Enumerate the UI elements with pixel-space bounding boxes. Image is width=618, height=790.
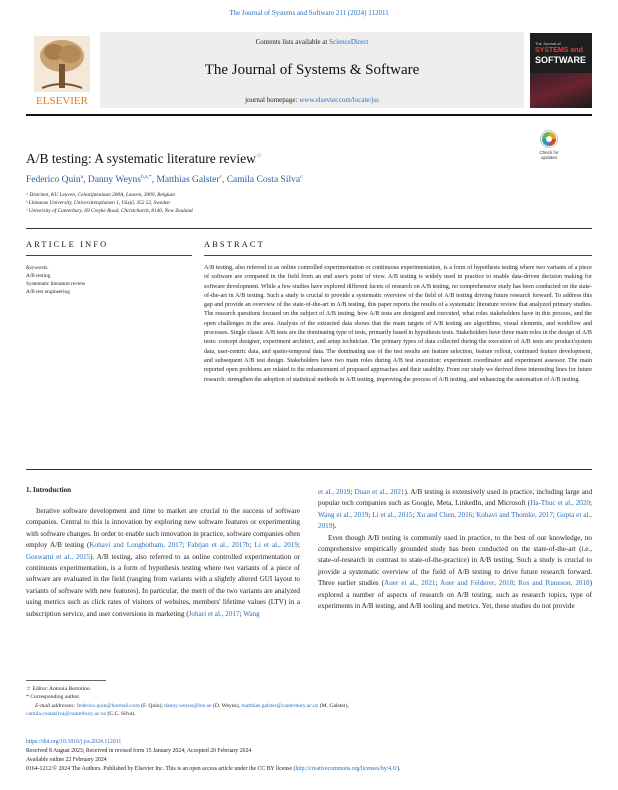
author-affiliation-mark: b,a,* [140, 174, 152, 180]
email-link[interactable]: federico.quin@hotmail.com [76, 703, 140, 709]
doi-link[interactable]: https://doi.org/10.1016/j.jss.2024.112011 [26, 739, 122, 745]
citation-link[interactable]: Wang [243, 609, 260, 618]
author-separator: , [151, 175, 157, 186]
email-owner: (M. Galster), [318, 703, 349, 709]
citation-link[interactable]: Li et al., 2015 [372, 510, 413, 519]
check-updates-icon [540, 130, 558, 148]
homepage-prefix: journal homepage: [245, 96, 300, 104]
keywords-block [26, 264, 85, 296]
email-link[interactable]: camila.costasilva@canterbury.ac.nz [26, 710, 107, 717]
citation-link[interactable]: Gupta et al., 2019 [318, 510, 592, 531]
body-text: Iterative software development and time to market are crucial to the success of software companies. Central to this is innovation by exploring new software features or experimenting with software changes. In order to enable such innovation in practice, software companies often employ A/B testing ( [26, 507, 300, 550]
header-rule [26, 114, 592, 116]
citation-link[interactable]: et al., 2019 [318, 488, 351, 496]
citation-link[interactable]: Kohavi and Thomke, 2017 [476, 510, 553, 519]
sciencedirect-link[interactable]: ScienceDirect [329, 38, 369, 46]
abstract-text: A/B testing, also referred to as online controlled experimentation or continuous experimentation, is a form of hypothesis testing where two variants of a piece of software are compared in the field from an end user's point of view. A/B testing is widely used in practice to enable data-driven decision making for software development. While a few studies have explored different facets of research on A/B testing, no comprehensive study has been conducted on the state-of-the-art in A/B testing. Such a study is crucial to provide a systematic overview of the field of A/B testing driving future research forward. To address this gap and provide an overview of the state-of-the-art in A/B testing, this paper reports the results of a systematic literature review that analyzed primary studies. The research questions focused on the subject of A/B testing, how A/B tests are designed and executed, what roles stakeholders have in this process, and the open challenges in the area. Analysis of the extracted data shows that the main targets of A/B testing are algorithms, visual elements, and workflow and processes. Single classic A/B tests are the dominating type of tests, primarily based in hypothesis tests. Stakeholders have three main roles in the design of A/B tests: concept designer, experiment architect, and setup technician. The primary types of data collected during the execution of A/B tests are product/system data, user-centric data, and spatio-temporal data. The dominating use of the test results are feature selection, feature rollout, continued feature development, and subsequent A/B test design. Stakeholders have two main roles during A/B test execution: experiment coordinator and experiment assessor. The main reported open problems are related to the enhancement of proposed approaches and their usability. From our study we derived three interesting lines for future research: strengthen the adoption of statistical methods in A/B testing, improving the process of A/B testing, and enhancing the automation of A/B testing. [204, 265, 592, 383]
body-text: ; [590, 499, 592, 508]
journal-citation: The Journal of Systems and Software 211 (2024) 112011 [229, 9, 389, 17]
cover-artwork [530, 73, 592, 108]
author-affiliation-mark: c [300, 174, 303, 180]
affiliation-a: ᵃ Distrinet, KU Leuven, Celestijnenlaan 200A, Leuven, 3000, Belgium [26, 192, 175, 198]
email-owner: (D. Weyns), [211, 703, 242, 709]
citation-link[interactable]: Wang et al., 2019 [318, 510, 369, 519]
footnote-rule [26, 680, 106, 681]
author-name[interactable]: Camila Costa Silva [226, 175, 301, 186]
homepage-link[interactable]: www.elsevier.com/locate/jss [299, 96, 379, 104]
footnote-editor: ☆ Editor: Antonia Bertolino. [26, 686, 91, 692]
citation-link[interactable]: Kohavi and Longbotham, 2017 [89, 541, 183, 550]
email-label: E-mail addresses: [35, 703, 77, 709]
elsevier-tree-logo [28, 34, 96, 108]
affiliations [26, 192, 193, 215]
author-separator: , [221, 175, 227, 186]
affiliation-rule [26, 228, 592, 229]
author-separator: , [83, 175, 88, 186]
journal-cover-image [530, 33, 592, 108]
keyword: Systematic literature review [26, 281, 86, 287]
email-link[interactable]: matthias.galster@canterbury.ac.nz [241, 703, 319, 709]
title-footnote-mark[interactable]: ☆ [255, 151, 263, 160]
body-text: ). [332, 522, 337, 531]
email-owner: (C.C. Silva). [106, 710, 136, 717]
body-text: ; [350, 488, 355, 496]
citation-link[interactable]: Goswami et al., 2015 [26, 552, 91, 561]
intro-paragraph-2 [318, 533, 592, 613]
body-text: ; [435, 579, 441, 588]
abstract-end-rule [26, 469, 592, 470]
received-dates: Received 8 August 2023; Received in revised form 15 January 2024; Accepted 20 February 2024 [26, 748, 252, 754]
citation-link[interactable]: Ha-Thuc et al., 2020 [530, 499, 591, 508]
body-text: ; [472, 510, 477, 519]
body-text: Even though A/B testing is commonly used in practice, to the best of our knowledge, no comprehensive empirically grounded study has been conducted on the state-of-the-art (i.e., state-of-research in contrast to state-of-the-practice) in A/B testing. Such a study is crucial to provide a systematic overview of the field of A/B testing to drive future research forward. Three earlier studies ( [318, 533, 592, 588]
abstract-heading: ABSTRACT [204, 240, 265, 249]
license-suffix: ). [397, 766, 401, 772]
citation-link[interactable]: Auer and Felderer, 2018 [440, 579, 514, 588]
check-updates-line-2: updates [540, 155, 557, 160]
contents-prefix: Contents lists available at [255, 38, 330, 46]
keyword: A/B test engineering [26, 289, 70, 295]
citation-link[interactable]: Auer et al., 2021 [384, 579, 436, 588]
email-link[interactable]: danny.weyns@lnu.se [164, 703, 212, 709]
body-text: ; [552, 510, 557, 519]
citation-link[interactable]: Fabijan et al., 2017b [187, 541, 250, 550]
citation-link[interactable]: Xu and Chen, 2016 [416, 510, 473, 519]
article-info-heading: ARTICLE INFO [26, 240, 109, 249]
author-name[interactable]: Matthias Galster [156, 175, 220, 186]
footnote-corresponding: * Corresponding author. [26, 694, 81, 700]
check-updates-line-1: Check for [539, 150, 559, 155]
body-text: ). A/B testing is extensively used in practice, including large and popular tech companies such as Google, Meta, LinkedIn, and Microsoft ( [318, 488, 593, 508]
citation-link[interactable]: Johari et al., 2017 [188, 609, 240, 618]
citation-link[interactable]: Duan et al., 2021 [354, 488, 405, 496]
abstract-rule [204, 255, 592, 256]
body-text: ; [182, 541, 188, 550]
cover-line-1: The Journal of [535, 41, 561, 46]
author-name[interactable]: Federico Quin [26, 175, 81, 186]
keywords-label: Keywords: [26, 265, 49, 271]
body-text: ; [368, 510, 373, 519]
author-affiliation-mark: a [80, 174, 84, 180]
keyword: A/B testing [26, 273, 51, 279]
citation-link[interactable]: Li et al., 2019 [254, 541, 299, 550]
footnote-emails [26, 703, 592, 718]
body-text: ; [239, 609, 244, 618]
intro-paragraph-1-cont [318, 487, 592, 533]
body-text: ; [298, 541, 300, 550]
article-title [26, 151, 262, 167]
journal-title: The Journal of Systems & Software [204, 62, 420, 78]
contents-line [100, 38, 524, 46]
journal-homepage [100, 96, 524, 104]
elsevier-wordmark: ELSEVIER [36, 95, 88, 107]
license-link[interactable]: http://creativecommons.org/licenses/by/4.0/ [295, 766, 398, 772]
author-list [26, 174, 303, 185]
intro-left-column [26, 506, 300, 620]
affiliation-b: ᵇ Linnaeus University, Universitetsplatsen 1, Växjö, 352 52, Sweden [26, 199, 170, 206]
license-prefix: 0164-1212/© 2024 The Authors. Published by Elsevier Inc. This is an open access article under the CC BY license ( [26, 766, 296, 772]
cover-line-2: SYSTEMS and [535, 47, 583, 54]
cover-line-3: SOFTWARE [535, 55, 586, 65]
email-owner: (F. Quin), [139, 703, 165, 709]
author-affiliation-mark: c [219, 174, 222, 180]
article-info-rule [26, 255, 192, 256]
intro-right-column [318, 487, 592, 612]
body-text: ; [513, 579, 519, 588]
body-text: ). A/B testing, also referred to as online controlled experimentation or continuous experimentation, is a form of hypothesis testing where two variants of a piece of software are evaluated in the field (ranging from variants with a slightly altered GUI layout to variants of software with new features). In particular, the merit of the two variants are analyzed using metrics such as click rates of visitors of websites, members' lifetime values (LTV) in a subscription service, and user conversions in marketing ( [26, 552, 300, 618]
available-online: Available online 22 February 2024 [26, 757, 107, 763]
license-line [26, 765, 596, 773]
body-text: ; [412, 510, 417, 519]
citation-link[interactable]: Ros and Runeson, 2018 [518, 579, 590, 588]
author-name[interactable]: Danny Weyns [87, 175, 141, 186]
body-text: ) explored a number of aspects of research on A/B testing, such as research topics, type of experiments in A/B testing, and A/B tooling and metrics. Yet, these studies do not provide [318, 579, 592, 611]
intro-paragraph-1 [26, 506, 300, 620]
check-for-updates-badge[interactable] [534, 130, 564, 170]
affiliation-c: ᶜ University of Canterbury, 69 Creyke Road, Christchurch, 8140, New Zealand [26, 207, 193, 214]
section-heading-introduction: 1. Introduction [26, 486, 71, 494]
body-text: ; [249, 541, 255, 550]
article-title-text: A/B testing: A systematic literature review [26, 151, 256, 166]
check-updates-label [534, 150, 564, 160]
